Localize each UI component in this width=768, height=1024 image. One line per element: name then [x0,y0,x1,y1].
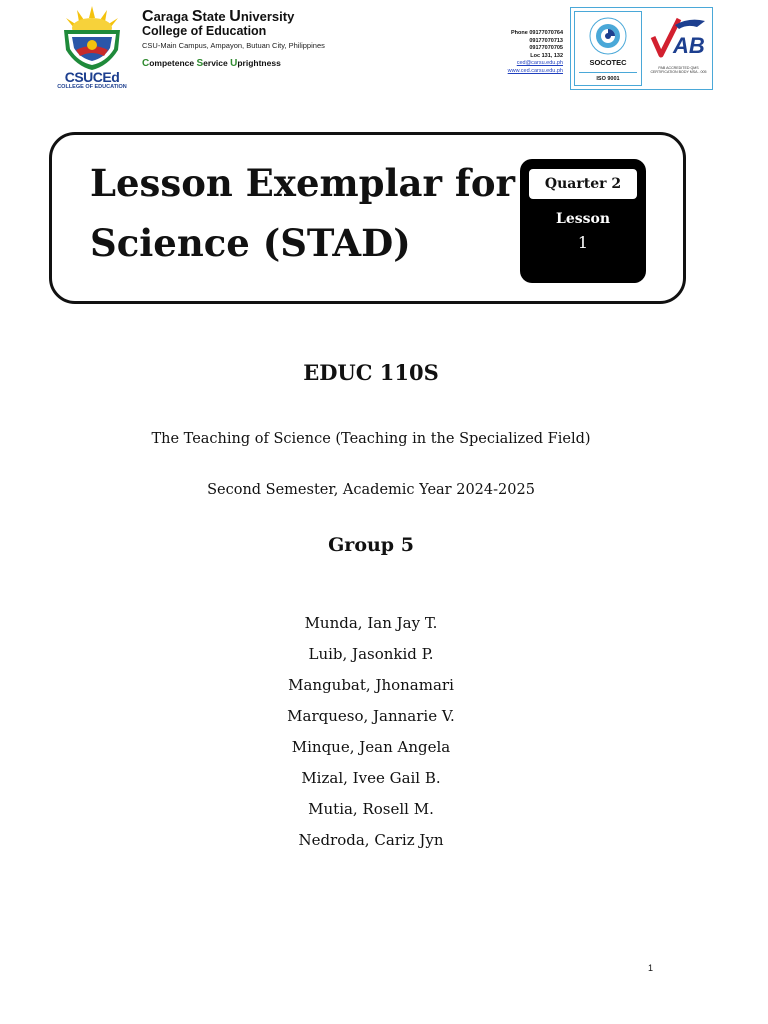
member-name: Luib, Jasonkid P. [308,645,434,663]
uni-cap-s: S [191,8,203,25]
phone-2: 09177070713 [529,37,563,44]
semester: Second Semester, Academic Year 2024-2025 [207,482,535,498]
uni-rest-s: tate [202,9,230,24]
website-link[interactable]: www.ced.carsu.edu.ph [507,67,563,74]
motto-rest-s: ervice [203,58,231,68]
title-box [49,132,686,304]
university-name [142,9,325,24]
document-title [90,153,530,273]
member-list [0,612,742,860]
logo-ced: CEd [92,69,120,85]
member-name: Mizal, Ivee Gail B. [301,769,441,787]
motto-cap-c: C [142,58,150,69]
certification-box [570,7,713,90]
pab-checkmark-icon [645,11,710,65]
member-name: Marqueso, Jannarie V. [287,707,455,725]
uni-cap-u: U [229,8,241,25]
lesson-number: 1 [577,233,589,252]
campus-address: CSU-Main Campus, Ampayon, Butuan City, Philippines [142,41,325,50]
accreditation-note: PAB ACCREDITED QMS CERTIFICATION BODY MSA - 005 [650,66,707,75]
csu-ced-logo-text [52,70,132,91]
member-name: Nedroda, Cariz Jyn [298,831,444,849]
uni-cap-c: C [142,8,154,25]
socotec-certification [574,11,642,86]
local-numbers: Loc 131, 132 [530,52,563,59]
university-header [142,9,325,69]
phone-1: Phone 09177070764 [511,30,563,36]
motto-cap-u: U [230,58,238,69]
title-line-1: Lesson Exemplar for [90,161,515,205]
member-name: Mangubat, Jhonamari [288,676,454,694]
member-name: Mutia, Rosell M. [308,800,434,818]
accreditor-label: AB [673,33,705,58]
course-title: The Teaching of Science (Teaching in the Specialized Field) [151,431,591,447]
member-name: Munda, Ian Jay T. [304,614,438,632]
uni-rest-c: araga [153,9,192,24]
title-line-2: Science (STAD) [90,221,411,265]
motto-cap-s: S [196,58,204,69]
motto [142,58,325,69]
iso-divider [579,72,637,73]
group-name: Group 5 [328,534,414,556]
pab-accreditation [645,11,710,86]
page-number: 1 [648,963,654,973]
course-code: EDUC 110S [303,360,439,385]
motto-rest-c: ompetence [149,58,197,68]
logo-name: CSU [64,69,93,85]
iso-label: ISO 9001 [596,76,620,82]
socotec-seal-icon [575,12,641,58]
quarter-label: Quarter 2 [529,169,637,199]
motto-rest-u: prightness [237,58,281,68]
member-name: Minque, Jean Angela [291,738,451,756]
quarter-lesson-badge [520,159,646,283]
logo-subtitle: COLLEGE OF EDUCATION [57,84,127,90]
contact-info [508,30,563,76]
college-name: College of Education [142,24,267,38]
uni-rest-u: niversity [240,9,295,24]
lesson-label: Lesson [555,211,611,227]
phone-3: 09177070705 [529,45,563,52]
email-link[interactable]: ced@carsu.edu.ph [516,60,563,67]
socotec-label: SOCOTEC [589,58,627,67]
